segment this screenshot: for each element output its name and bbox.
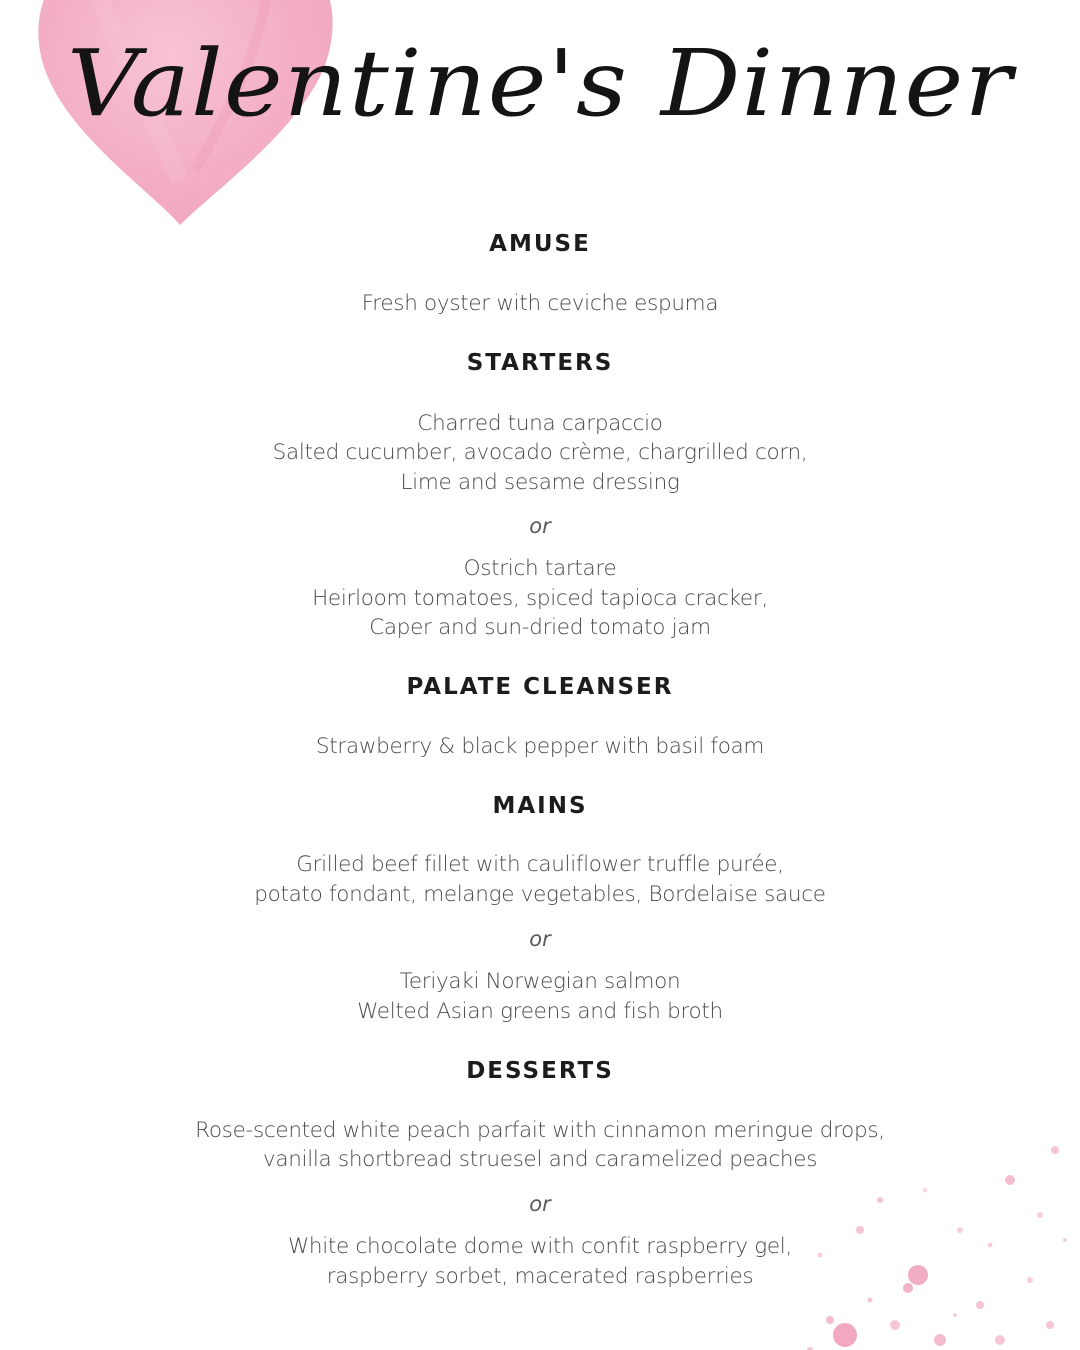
menu-item-line: Strawberry & black pepper with basil foam xyxy=(315,734,765,759)
section-heading-desserts: DESSERTS xyxy=(466,1058,614,1084)
menu-item-line: Lime and sesame dressing xyxy=(400,470,680,495)
menu-item-line: raspberry sorbet, macerated raspberries xyxy=(326,1264,754,1289)
or-separator: or xyxy=(529,927,551,951)
menu-item-line: Charred tuna carpaccio xyxy=(417,411,663,436)
section-heading-mains: MAINS xyxy=(492,793,588,819)
menu-item-line: Welted Asian greens and fish broth xyxy=(357,999,723,1024)
menu-item-line: Heirloom tomatoes, spiced tapioca cracker, xyxy=(312,586,768,611)
menu-item-line: Teriyaki Norwegian salmon xyxy=(399,969,681,994)
menu-item-line: Salted cucumber, avocado crème, chargrilled corn, xyxy=(272,440,808,465)
menu-title: Valentine's Dinner xyxy=(66,30,1013,137)
section-heading-palate-cleanser: PALATE CLEANSER xyxy=(406,674,674,700)
menu-item-line: White chocolate dome with confit raspberry gel, xyxy=(287,1234,793,1259)
or-separator: or xyxy=(529,1192,551,1216)
menu-item-line: Caper and sun-dried tomato jam xyxy=(369,615,711,640)
menu-item-line: vanilla shortbread struesel and caramelized peaches xyxy=(262,1147,818,1172)
menu-item-line: Fresh oyster with ceviche espuma xyxy=(361,291,719,316)
or-separator: or xyxy=(529,514,551,538)
section-heading-amuse: AMUSE xyxy=(489,231,591,257)
menu-item-line: Grilled beef fillet with cauliflower truffle purée, xyxy=(296,852,784,877)
menu-item-line: potato fondant, melange vegetables, Bordelaise sauce xyxy=(254,882,826,907)
section-heading-starters: STARTERS xyxy=(466,350,614,376)
menu-item-line: Ostrich tartare xyxy=(463,556,617,581)
menu-item-line: Rose-scented white peach parfait with cinnamon meringue drops, xyxy=(195,1118,885,1143)
